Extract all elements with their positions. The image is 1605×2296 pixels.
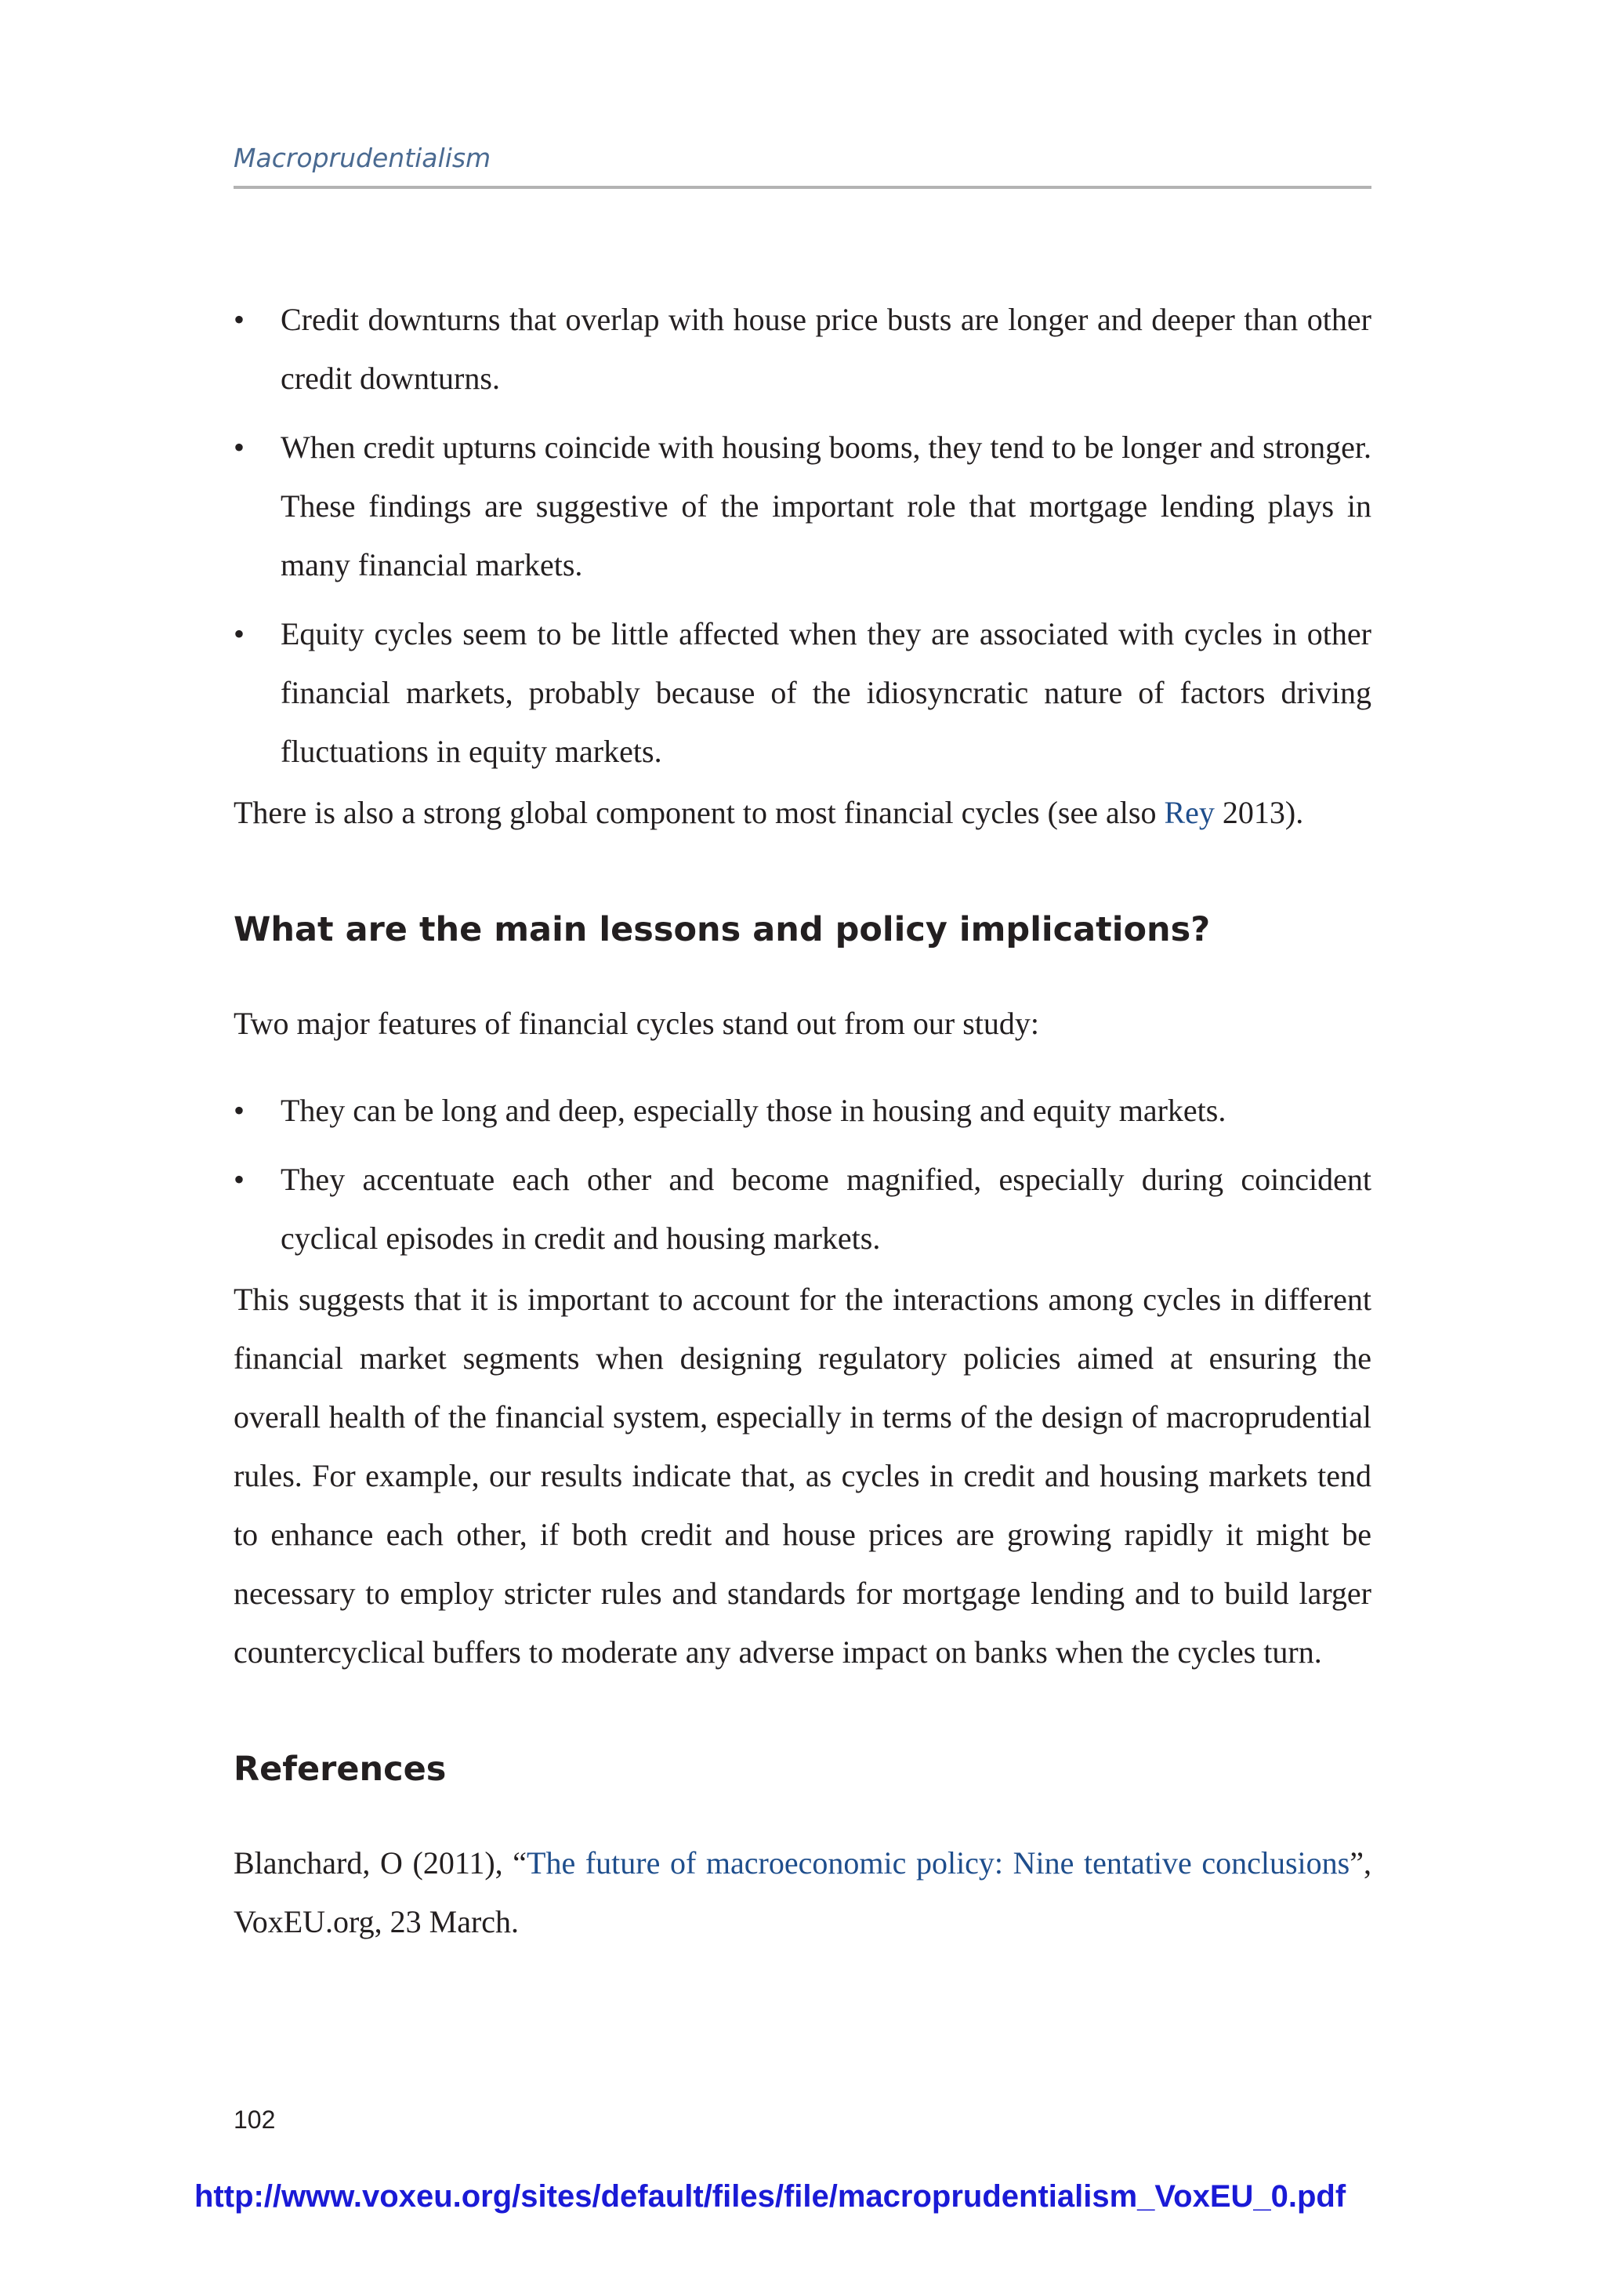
list-item — [234, 1150, 1371, 1268]
reference-entry — [234, 1834, 1371, 1951]
list-item — [234, 418, 1371, 594]
reference-link[interactable]: The future of macroeconomic policy: Nine tentative conclusions — [527, 1845, 1350, 1881]
global-component-paragraph — [234, 783, 1371, 842]
bullet-icon: • — [234, 1162, 245, 1197]
implications-paragraph: This suggests that it is important to account for the interactions among cycles in different financial market segments when designing regulatory policies aimed at ensuring the overall health of the financial system, especially in terms of the design of macroprudential rules. For example, our results indicate that, as cycles in credit and housing markets tend to enhance each other, if both credit and house prices are growing rapidly it might be necessary to employ stricter rules and standards for mortgage lending and to build larger countercyclical buffers to moderate any adverse impact on banks when the cycles turn. — [234, 1282, 1371, 1670]
list-item — [234, 604, 1371, 781]
section-heading-references: References — [234, 1750, 447, 1789]
bullet-icon: • — [234, 616, 245, 651]
paragraph-text: 2013). — [1214, 795, 1304, 830]
list-item-text: They accentuate each other and become magnified, especially during coincident cyclical episodes in credit and housing markets. — [281, 1162, 1371, 1256]
list-item — [234, 290, 1371, 408]
list-item-text: Credit downturns that overlap with house price busts are longer and deeper than other credit downturns. — [281, 302, 1371, 396]
features-list — [234, 1081, 1371, 1268]
list-item-text: Equity cycles seem to be little affected when they are associated with cycles in other financial markets, probably because of the idiosyncratic nature of factors driving fluctuations in equity markets. — [281, 616, 1371, 769]
running-header: Macroprudentialism — [234, 143, 491, 173]
bullet-icon: • — [234, 1093, 245, 1128]
reference-text: ”, VoxEU.org, 23 March. — [234, 1845, 1372, 1939]
bullet-icon: • — [234, 430, 245, 465]
list-item-text: They can be long and deep, especially those in housing and equity markets. — [281, 1093, 1226, 1128]
citation-link-rey[interactable]: Rey — [1164, 795, 1215, 830]
header-rule — [234, 186, 1371, 189]
list-item — [234, 1081, 1371, 1140]
source-url-link[interactable]: http://www.voxeu.org/sites/default/files/file/macroprudentialism_VoxEU_0.pdf — [194, 2179, 1346, 2214]
bullet-icon: • — [234, 302, 245, 337]
findings-list — [234, 290, 1371, 781]
lessons-intro: Two major features of financial cycles stand out from our study: — [234, 1006, 1040, 1041]
page-number: 102 — [234, 2106, 276, 2134]
list-item-text: When credit upturns coincide with housing booms, they tend to be longer and stronger. These findings are suggestive of the important role that mortgage lending plays in many financial markets. — [281, 430, 1371, 582]
main-content — [234, 290, 1371, 1951]
section-heading-lessons: What are the main lessons and policy implications? — [234, 910, 1211, 949]
reference-text: Blanchard, O (2011), “ — [234, 1845, 527, 1881]
paragraph-text: There is also a strong global component to most financial cycles (see also — [234, 795, 1165, 830]
